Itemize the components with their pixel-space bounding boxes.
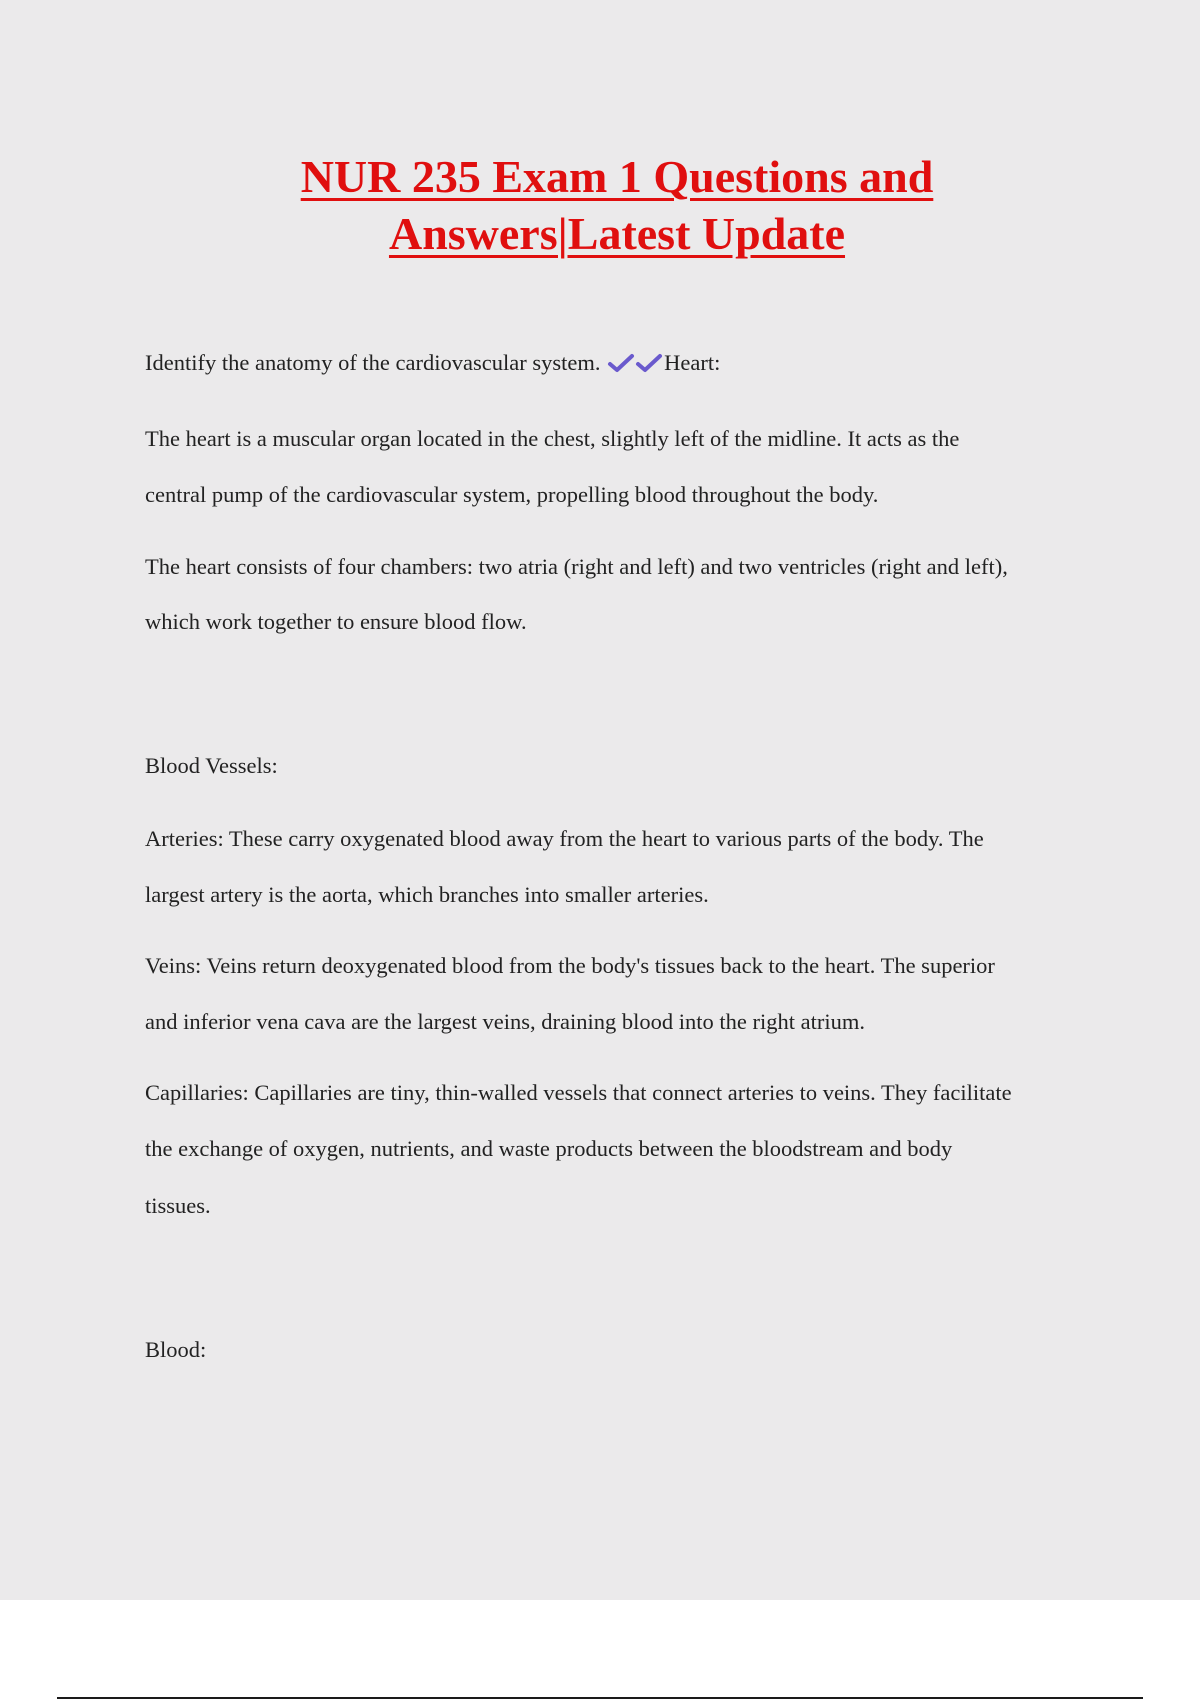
heading-blood-vessels: Blood Vessels: (145, 753, 278, 778)
question-line (145, 335, 1085, 392)
footer-divider (57, 1697, 1143, 1699)
heading-blood: Blood: (145, 1337, 207, 1362)
paragraph-heart-1-line-1: The heart is a muscular organ located in the chest, slightly left of the midline. It acts as the (145, 426, 960, 451)
question-prompt: Identify the anatomy of the cardiovascular system. (145, 350, 601, 375)
paragraph-arteries-line-2: largest artery is the aorta, which branches into smaller arteries. (145, 882, 709, 907)
checkmark-icon (634, 352, 664, 374)
paragraph-heart-2-line-2: which work together to ensure blood flow. (145, 609, 527, 634)
checkmark-icon (606, 352, 636, 374)
document-title (0, 148, 1200, 262)
paragraph-heart-1-line-2: central pump of the cardiovascular system, propelling blood throughout the body. (145, 482, 879, 507)
paragraph-arteries-line-1: Arteries: These carry oxygenated blood away from the heart to various parts of the body. The (145, 826, 984, 851)
paragraph-veins-line-2: and inferior vena cava are the largest veins, draining blood into the right atrium. (145, 1009, 865, 1034)
paragraph-capillaries-line-3: tissues. (145, 1193, 211, 1218)
paragraph-capillaries-line-1: Capillaries: Capillaries are tiny, thin-walled vessels that connect arteries to veins. They facilitate (145, 1080, 1012, 1105)
answer-heading: Heart: (664, 350, 721, 375)
title-line-2: Answers|Latest Update (388, 208, 846, 259)
title-line-1: NUR 235 Exam 1 Questions and (300, 151, 934, 202)
paragraph-capillaries-line-2: the exchange of oxygen, nutrients, and waste products between the bloodstream and body (145, 1136, 953, 1161)
paragraph-heart-2-line-1: The heart consists of four chambers: two atria (right and left) and two ventricles (right and left), (145, 554, 1008, 579)
paragraph-veins-line-1: Veins: Veins return deoxygenated blood from the body's tissues back to the heart. The superior (145, 953, 995, 978)
